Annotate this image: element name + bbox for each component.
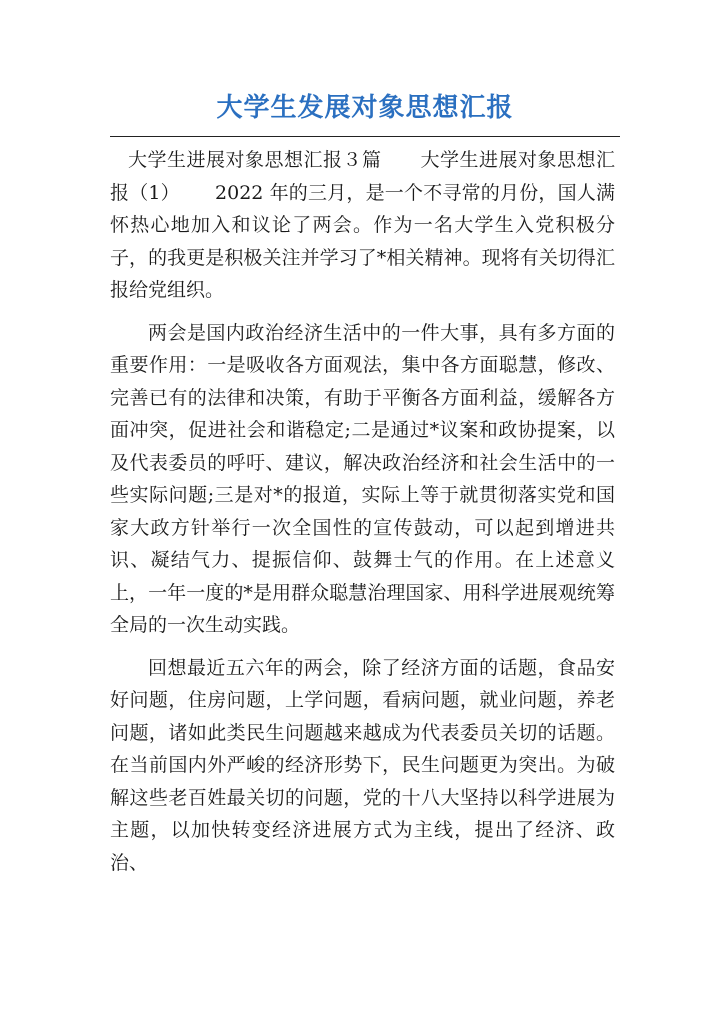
paragraph-1: 大学生进展对象思想汇报３篇 大学生进展对象思想汇报（1） 2022 年的三月，是一个不寻常的月份，国人满怀热心地加入和议论了两会。作为一名大学生入党积极分子，的我更是积极关注并学习了*相关精神。现将有关切得汇报给党组织。 bbox=[110, 149, 615, 301]
title-divider bbox=[110, 136, 620, 137]
paragraph-2: 两会是国内政治经济生活中的一件大事，具有多方面的重要作用：一是吸收各方面观法，集中各方面聪慧，修改、完善已有的法律和决策，有助于平衡各方面利益，缓解各方面冲突，促进社会和谐稳定;二是通过*议案和政协提案，以及代表委员的呼吁、建议，解决政治经济和社会生活中的一些实际问题;三是对*的报道，实际上等于就贯彻落实党和国家大政方针举行一次全国性的宣传鼓动，可以起到增进共识、凝结气力、提振信仰、鼓舞士气的作用。在上述意义上，一年一度的*是用群众聪慧治理国家、用科学进展观统筹全局的一次生动实践。 bbox=[110, 321, 615, 636]
paragraph-3: 回想最近五六年的两会，除了经济方面的话题，食品安好问题，住房问题，上学问题，看病问题，就业问题，养老问题，诸如此类民生问题越来越成为代表委员关切的话题。在当前国内外严峻的经济形势下，民生问题更为突出。为破解这些老百姓最关切的问题，党的十八大坚持以科学进展为主题，以加快转变经济进展方式为主线，提出了经济、政治、 bbox=[110, 656, 615, 874]
document-body bbox=[110, 144, 615, 879]
document-title: 大学生发展对象思想汇报 bbox=[216, 93, 514, 123]
